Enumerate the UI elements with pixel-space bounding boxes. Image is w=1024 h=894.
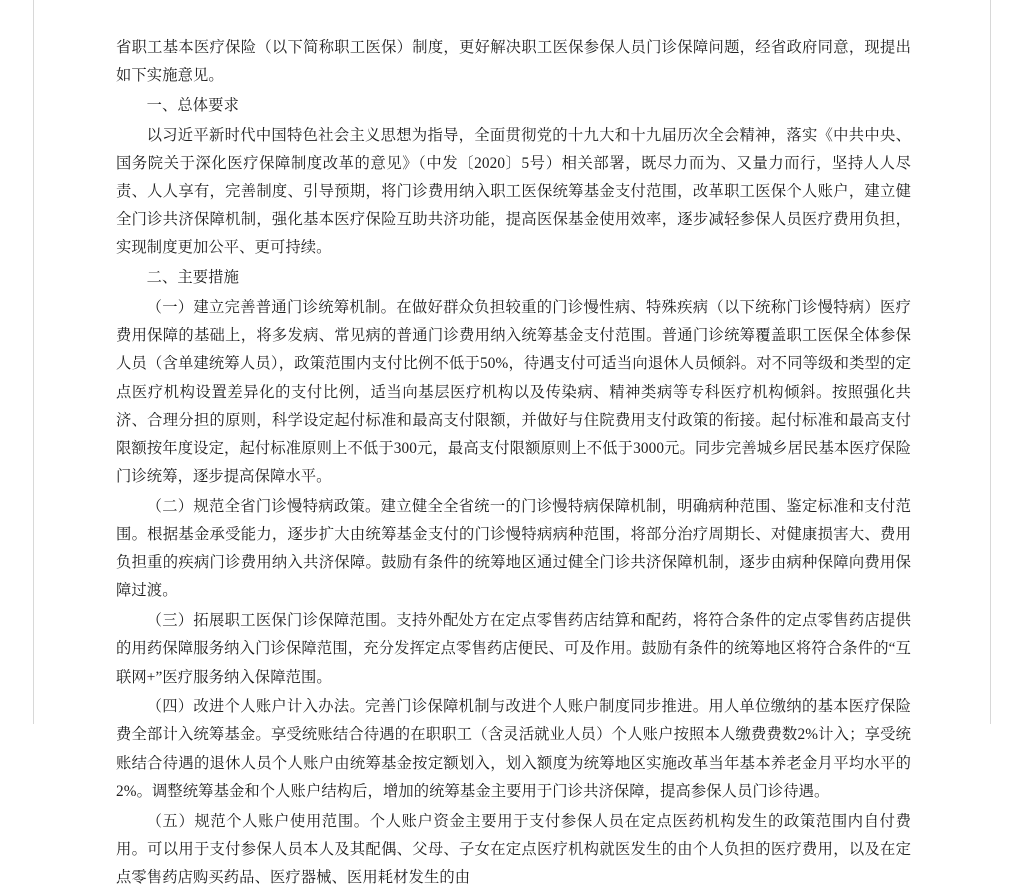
section-heading-1: 一、总体要求 — [146, 96, 239, 114]
paragraph-2-3: （三）拓展职工医保门诊保障范围。支持外配处方在定点零售药店结算和配药，将符合条件的定点零售药店提供的用药保障服务纳入门诊保障范围，充分发挥定点零售药店便民、可及作用。鼓励有条件的统筹地区将符合条件的“互联网+”医疗服务纳入保障范围。 — [116, 612, 911, 686]
page-left-rule — [33, 0, 34, 724]
paragraph-opening: 省职工基本医疗保险（以下简称职工医保）制度，更好解决职工医保参保人员门诊保障问题，经省政府同意，现提出如下实施意见。 — [116, 39, 911, 85]
section-heading-2: 二、主要措施 — [146, 269, 239, 287]
paragraph-2-5: （五）规范个人账户使用范围。个人账户资金主要用于支付参保人员在定点医药机构发生的政策范围内自付费用。可以用于支付参保人员本人及其配偶、父母、子女在定点医疗机构就医发生的由个人负担的医疗费用，以及在定点零售药店购买药品、医疗器械、医用耗材发生的由 — [116, 812, 911, 887]
page-right-rule — [990, 0, 991, 724]
paragraph-2-1: （一）建立完善普通门诊统筹机制。在做好群众负担较重的门诊慢性病、特殊疾病（以下统称门诊慢特病）医疗费用保障的基础上，将多发病、常见病的普通门诊费用纳入统筹基金支付范围。普通门诊统筹覆盖职工医保全体参保人员（含单建统筹人员），政策范围内支付比例不低于50%，待遇支付可适当向退休人员倾斜。对不同等级和类型的定点医疗机构设置差异化的支付比例，适当向基层医疗机构以及传染病、精神类病等专科医疗机构倾斜。按照强化共济、合理分担的原则，科学设定起付标准和最高支付限额，并做好与住院费用支付政策的衔接。起付标准和最高支付限额按年度设定，起付标准原则上不低于300元，最高支付限额原则上不低于3000元。同步完善城乡居民基本医疗保险门诊统筹，逐步提高保障水平。 — [116, 298, 911, 486]
document-body — [116, 34, 911, 894]
paragraph-1-1: 以习近平新时代中国特色社会主义思想为指导，全面贯彻党的十九大和十九届历次全会精神，落实《中共中央、国务院关于深化医疗保障制度改革的意见》（中发〔2020〕5号）相关部署，既尽力而为、又量力而行，坚持人人尽责、人人享有，完善制度、引导预期，将门诊费用纳入职工医保统筹基金支付范围，改革职工医保个人账户，建立健全门诊共济保障机制，强化基本医疗保险互助共济功能，提高医保基金使用效率，逐步减轻参保人员医疗费用负担，实现制度更加公平、更可持续。 — [116, 126, 911, 257]
paragraph-2-4: （四）改进个人账户计入办法。完善门诊保障机制与改进个人账户制度同步推进。用人单位缴纳的基本医疗保险费全部计入统筹基金。享受统账结合待遇的在职职工（含灵活就业人员）个人账户按照本人缴费费数2%计入；享受统账结合待遇的退休人员个人账户由统筹基金按定额划入，划入额度为统筹地区实施改革当年基本养老金月平均水平的2%。调整统筹基金和个人账户结构后，增加的统筹基金主要用于门诊共济保障，提高参保人员门诊待遇。 — [116, 698, 911, 800]
paragraph-2-2: （二）规范全省门诊慢特病政策。建立健全全省统一的门诊慢特病保障机制，明确病种范围、鉴定标准和支付范围。根据基金承受能力，逐步扩大由统筹基金支付的门诊慢特病病种范围，将部分治疗周期长、对健康损害大、费用负担重的疾病门诊费用纳入共济保障。鼓励有条件的统筹地区通过健全门诊共济保障机制，逐步由病种保障向费用保障过渡。 — [116, 497, 911, 600]
